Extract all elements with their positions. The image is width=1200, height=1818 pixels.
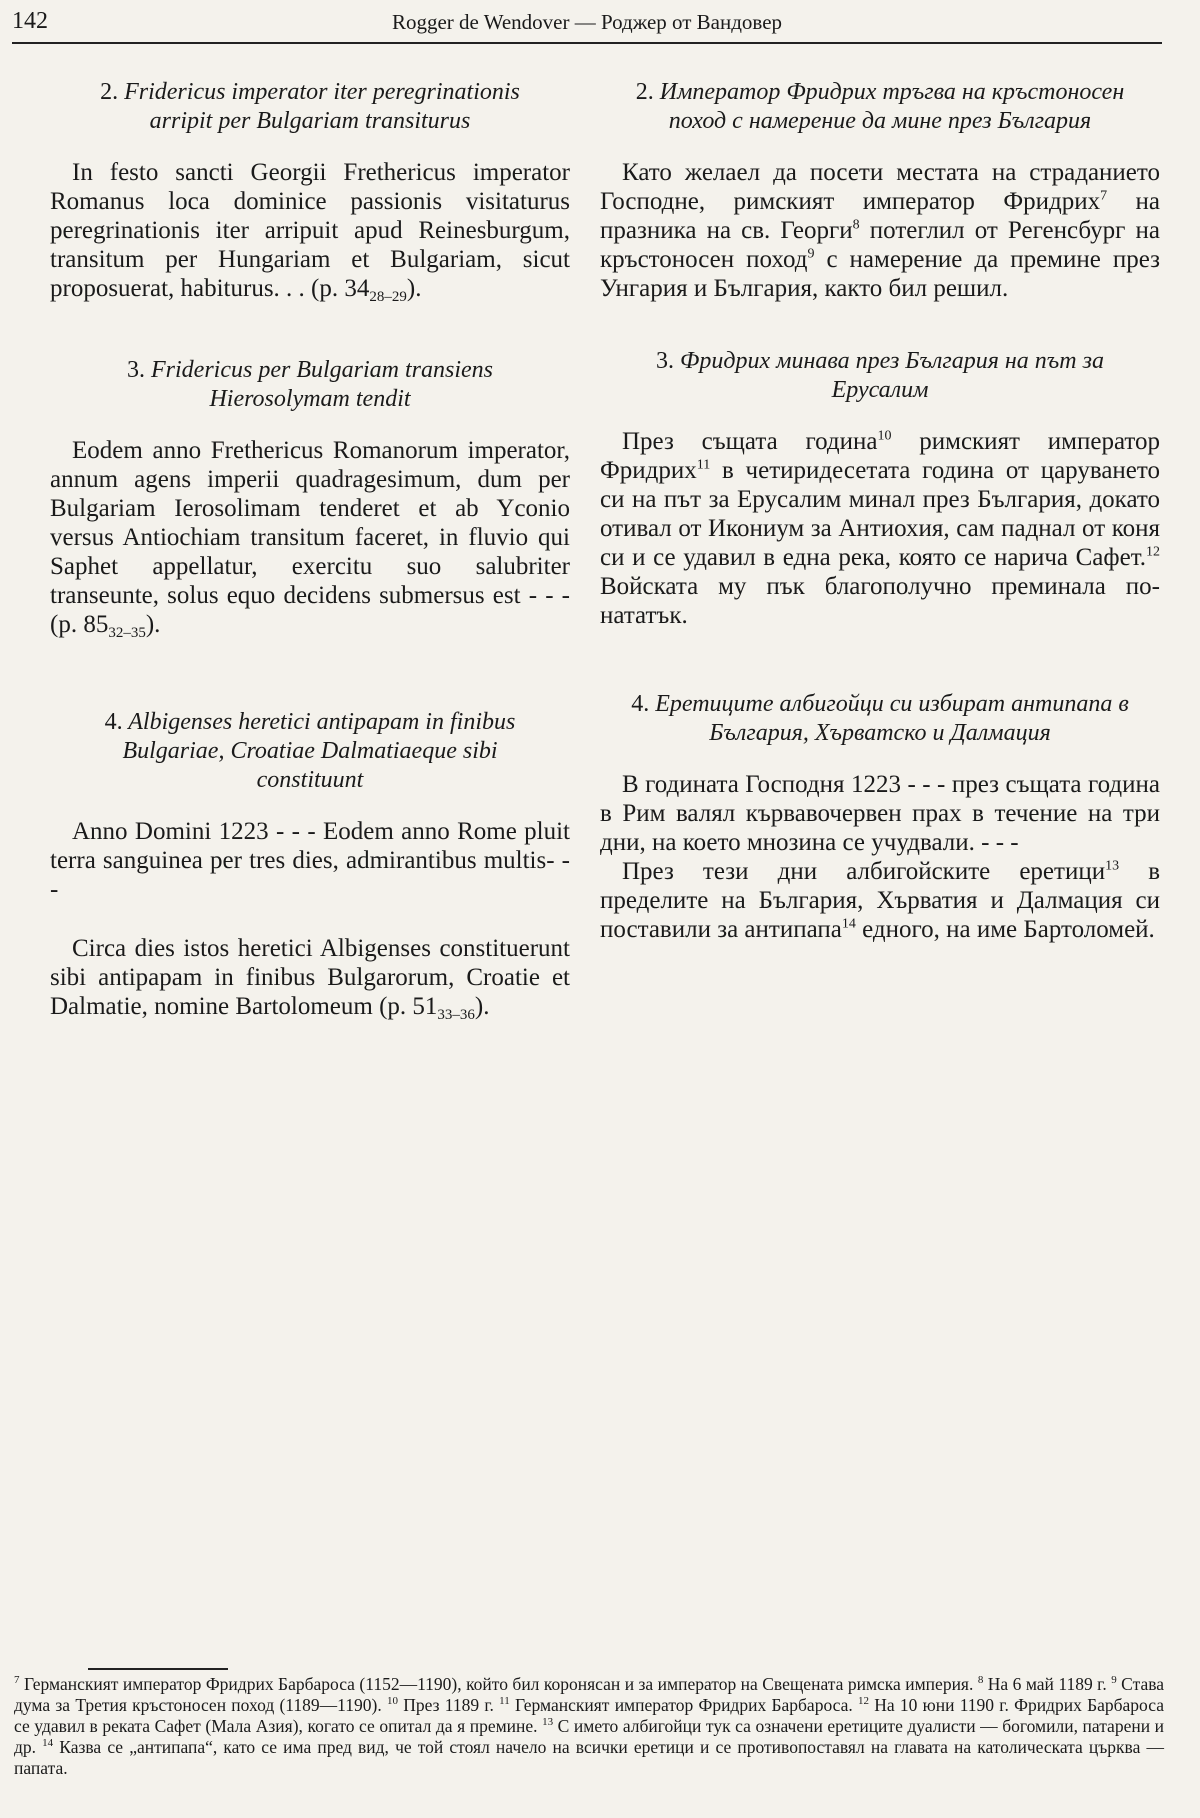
bg-section-4 [600,690,1160,944]
bg-paragraph-4a: В годината Господня 1223 - - - през същата година в Рим валял кървавочервен прах в течение на три дни, на което мнозина се учудвали. - - - [600,771,1160,856]
page-ref: 33–36 [437,1007,475,1023]
bg-section-2 [600,78,1160,303]
footnote-mark: 9 [807,246,815,262]
latin-heading-3 [70,356,550,414]
footnote-mark: 10 [877,428,892,444]
latin-paragraph-2: In festo sancti Georgii Fretheriсus imperator Romanus loca dominice passionis visitaturus peregrinationis iter arripuit apud Reinesburgum, transitum per Hungariam et Bulgariam, sicut proposuerat, habiturus. . . (p. $34_{28-29}$). [50,159,570,305]
heading-text: Fridericus imperator iter peregrinationis arripit per Bulgariam transiturus [124,79,520,134]
footnote-rule [88,1668,228,1670]
bg-heading-2 [620,78,1140,136]
footnote-mark: 8 [852,217,860,233]
running-title: Rogger de Wendover — Роджер от Вандовер [391,10,783,34]
bg-heading-4 [620,690,1140,748]
latin-heading-2 [70,78,550,136]
latin-heading-4 [70,708,550,795]
latin-paragraph-3: Eodem anno Fretheriсus Romanorum imperator, annum agens imperii quadragesimum, dum per Bulgariam Ierosolimam tenderet et ab Yconio versus Antiochiam transitum faceret, in fluvio qui Saphet appellatur, exercitu suo salubriter transeunte, solus equo decidens submersus est - - - (p. $85_{32-35}$). [50,437,570,641]
footnote-mark: 7 [1100,188,1108,204]
page-number: 142 [12,8,48,34]
heading-text: Еретиците албигойци си избират антипапа в България, Хърватско и Далмация [655,691,1129,746]
latin-section-3 [50,356,570,648]
footnote-mark: 13 [1105,858,1120,874]
heading-text: Fridericus per Bulgariam transiens Hierosolymam tendit [151,357,493,412]
section-number: 4. [631,691,650,717]
bulgarian-column [600,78,1160,988]
footnote-mark: 14 [841,916,856,932]
latin-paragraph-4a: Anno Domini 1223 - - - Eodem anno Rome pluit terra sanguinea per tres dies, admirantibus multis- - - [50,818,570,903]
latin-section-2 [50,78,570,312]
page-ref: 32–35 [108,625,146,641]
bg-paragraph-3: През същата година$^{10}$ римският император Фридрих$^{11}$ в четиридесетата година от царуването си на път за Ерусалим минал през България, докато отивал от Икониум за Антиохия, сам паднал от коня си и се удавил в една река, която се нарича Сафет.$^{12}$ Войската му пък благополучно преминала по-нататък. [600,428,1160,629]
section-number: 3. [656,348,675,374]
latin-section-4 [50,708,570,1030]
latin-paragraph-4b: Circa dies istos heretici Albigenses constituerunt sibi antipapam in finibus Bulgarorum, Croatie et Dalmatie, nomine Bartolomeum (p. $51_{33-36}$). [50,935,570,1023]
bg-heading-3 [620,347,1140,405]
section-number: 3. [127,357,145,383]
page-header [12,6,1162,44]
footnotes [14,1668,1164,1779]
latin-column [50,78,570,1074]
section-number: 2. [100,79,119,105]
page-ref: 28–29 [369,289,407,305]
section-number: 2. [635,79,654,105]
bg-paragraph-2: Като желаел да посети местата на страданието Господне, римският император Фридрих$^7$ на празника на св. Георги$^8$ потеглил от Регенсбург на кръстоносен поход$^9$ с намерение да премине през Унгария и България, както бил решил. [600,159,1160,302]
heading-text: Император Фридрих тръгва на кръстоносен поход с намерение да мине през България [659,79,1125,134]
footnote-mark: 11 [696,457,711,473]
heading-text: Фридрих минава през България на път за Ерусалим [680,348,1104,403]
bg-section-3 [600,347,1160,630]
section-number: 4. [104,709,123,735]
footnote-text: $^7$ Германският император Фридрих Барбароса (1152—1190), който бил коронясан и за император на Свещената римска империя. $^8$ На 6 май 1189 г. $^9$ Става дума за Третия кръстоносен поход (1189—1190). $^{10}$ През 1189 г. $^{11}$ Германският император Фридрих Барбароса. $^{12}$ На 10 юни 1190 г. Фридрих Барбароса се удавил в реката Сафет (Мала Азия), когато се опитал да я премине. $^{13}$ С името албигойци тук са означени еретиците дуалисти — богомили, патарени и др. $^{14}$ Казва се „антипапа“, като се има пред вид, че той стоял начело на всички еретици и се противопоставял на главата на католическата църква — папата. [14,1674,1165,1778]
bg-paragraph-4b: През тези дни албигойските еретици$^{13}$ в пределите на България, Хърватия и Далмация си поставили за антипапа$^{14}$ едного, на име Бартоломей. [600,858,1160,943]
footnote-mark: 12 [1146,544,1160,560]
heading-text: Albigenses heretici antipapam in finibus Bulgariae, Croatiae Dalmatiaeque sibi constituunt [122,709,516,793]
